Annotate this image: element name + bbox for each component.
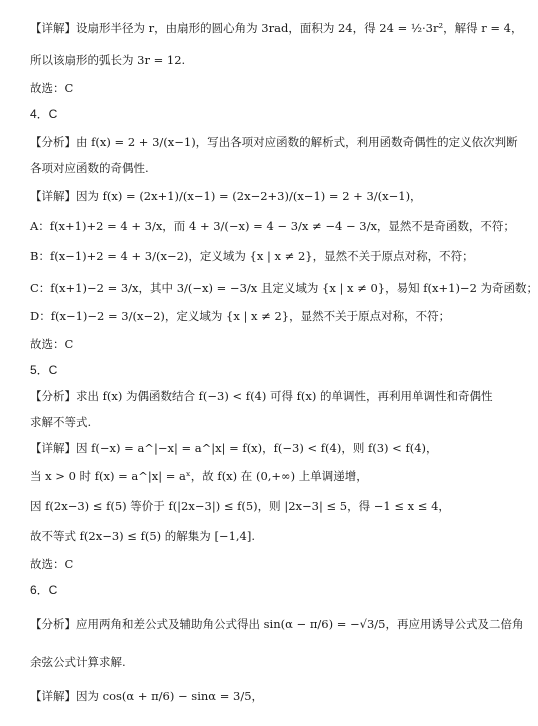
detail-line-q5-inequality: 因 f(2x−3) ≤ f(5) 等价于 f(|2x−3|) ≤ f(5)，则 |2x−3| ≤ 5，得 −1 ≤ x ≤ 4， [30,499,450,513]
analysis-line-q4-2: 各项对应函数的奇偶性. [30,161,149,175]
question-number-5: 5．C [30,363,58,377]
analysis-line-q4-1: 【分析】由 f(x) = 2 + 3/(x−1)，写出各项对应函数的解析式，利用函数奇偶性的定义依次判断 [30,135,518,149]
answer-line-q5: 故选：C [30,557,74,571]
analysis-line-q5-1: 【分析】求出 f(x) 为偶函数结合 f(−3) < f(4) 可得 f(x) 的单调性，再利用单调性和奇偶性 [30,389,493,403]
detail-line-q6-intro: 【详解】因为 cos(α + π/6) − sinα = 3/5， [30,689,264,703]
detail-line-arc-length: 所以该扇形的弧长为 3r = 12. [30,53,186,67]
question-number-4: 4．C [30,107,58,121]
answer-line-q3: 故选：C [30,81,74,95]
detail-line-q5-monotonic: 当 x > 0 时 f(x) = a^|x| = aˣ，故 f(x) 在 (0,+∞) 上单调递增， [30,469,368,483]
option-b-line: B：f(x−1)+2 = 4 + 3/(x−2)，定义域为 {x | x ≠ 2}，显然不关于原点对称，不符； [30,249,474,263]
option-d-line: D：f(x−1)−2 = 3/(x−2)，定义域为 {x | x ≠ 2}，显然不关于原点对称，不符； [30,309,451,323]
detail-line-q5-even: 【详解】因 f(−x) = a^|−x| = a^|x| = f(x)，f(−3) < f(4)，则 f(3) < f(4)， [30,441,438,455]
detail-line-radius: 【详解】设扇形半径为 r，由扇形的圆心角为 3rad，面积为 24，得 24 = ½·3r²，解得 r = 4， [30,21,523,35]
option-c-line: C：f(x+1)−2 = 3/x，其中 3/(−x) = −3/x 且定义域为 {x | x ≠ 0}，易知 f(x+1)−2 为奇函数； [30,281,538,295]
analysis-line-q6-1: 【分析】应用两角和差公式及辅助角公式得出 sin(α − π/6) = −√3/5，再应用诱导公式及二倍角 [30,617,524,631]
option-a-line: A：f(x+1)+2 = 4 + 3/x，而 4 + 3/(−x) = 4 − 3/x ≠ −4 − 3/x，显然不是奇函数，不符； [30,219,515,233]
analysis-line-q5-2: 求解不等式. [30,415,92,429]
analysis-line-q6-2: 余弦公式计算求解. [30,655,126,669]
detail-line-q5-solution-set: 故不等式 f(2x−3) ≤ f(5) 的解集为 [−1,4]. [30,529,255,543]
answer-line-q4: 故选：C [30,337,74,351]
detail-line-q4-intro: 【详解】因为 f(x) = (2x+1)/(x−1) = (2x−2+3)/(x−1) = 2 + 3/(x−1)， [30,189,422,203]
question-number-6: 6．C [30,583,58,597]
